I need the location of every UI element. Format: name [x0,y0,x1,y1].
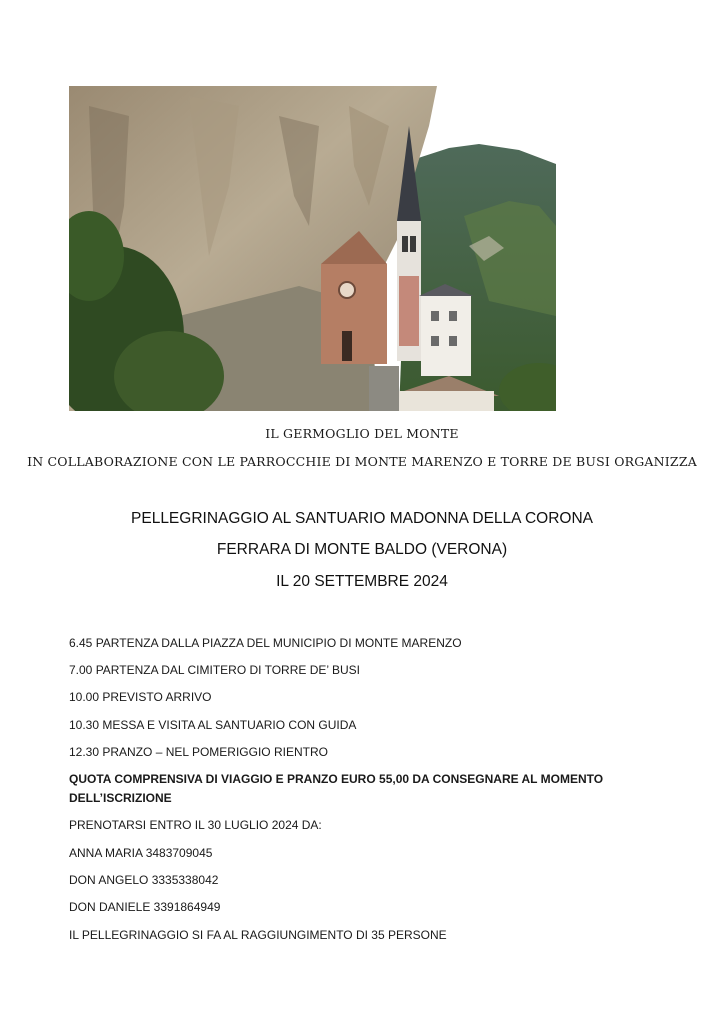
schedule-item: 10.00 PREVISTO ARRIVO [69,690,212,704]
contact-item: DON ANGELO 3335338042 [69,873,219,887]
organizer-name: IL GERMOGLIO DEL MONTE [265,426,459,441]
schedule-item: 12.30 PRANZO – NEL POMERIGGIO RIENTRO [69,745,328,759]
minimum-participants: IL PELLEGRINAGGIO SI FA AL RAGGIUNGIMENTO DI 35 PERSONE [69,928,447,942]
schedule-item: 7.00 PARTENZA DAL CIMITERO DI TORRE DE’ BUSI [69,663,360,677]
collaboration-line: IN COLLABORAZIONE CON LE PARROCCHIE DI MONTE MARENZO E TORRE DE BUSI ORGANIZZA [27,454,697,469]
sanctuary-photo [69,86,556,411]
contact-item: ANNA MARIA 3483709045 [69,846,213,860]
event-date: IL 20 SETTEMBRE 2024 [276,573,448,590]
price-note: QUOTA COMPRENSIVA DI VIAGGIO E PRANZO EURO 55,00 DA CONSEGNARE AL MOMENTO DELL’ISCRIZIONE [69,772,604,805]
contact-item: DON DANIELE 3391864949 [69,900,221,914]
booking-intro: PRENOTARSI ENTRO IL 30 LUGLIO 2024 DA: [69,818,322,832]
schedule-item: 10.30 MESSA E VISITA AL SANTUARIO CON GUIDA [69,718,357,732]
event-title: PELLEGRINAGGIO AL SANTUARIO MADONNA DELLA CORONA [131,510,593,527]
schedule-item: 6.45 PARTENZA DALLA PIAZZA DEL MUNICIPIO DI MONTE MARENZO [69,636,462,650]
event-place: FERRARA DI MONTE BALDO (VERONA) [216,541,508,558]
